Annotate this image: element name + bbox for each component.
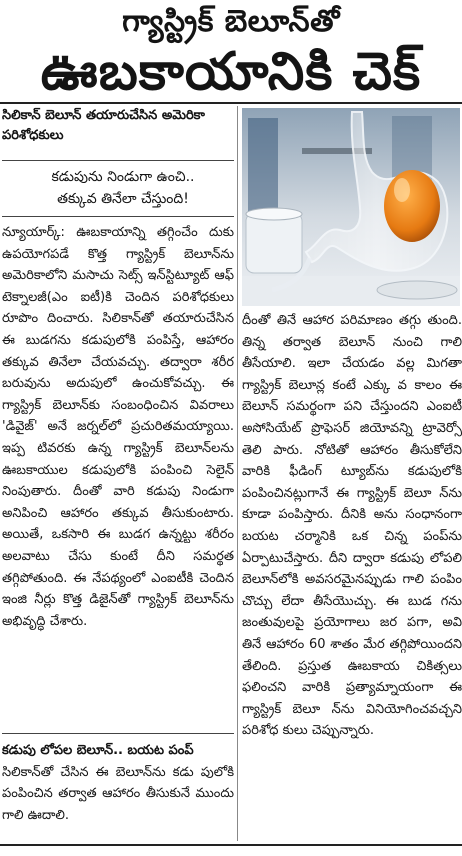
- section-2-text: సిలికాన్‌తో చేసిన ఈ బెలూన్‌ను కడు పులోకి పంపించిన తర్వాత ఆహారం తీసుకునే ముందు గాలి ఊదాలి.: [2, 764, 234, 823]
- section-2-heading: కడుపు లోపల బెలూన్‌.. బయట పంప్‌: [2, 743, 194, 758]
- column-separator: [237, 106, 238, 841]
- article-paragraph-right: దీంతో తినే ఆహార పరిమాణం తగ్గు తుంది. తిన్న తర్వాత బెలూన్‌ నుంచి గాలి తీసేయాలి. ఇలా చేయడం వల్ల మిగతా గ్యాస్ట్రిక్‌ బెలూన్ల కంటే ఎక్కు వ కాలం ఈ బెలూన్‌ సమర్థంగా పని చేస్తుందని ఎంఐటీ అసోసియేట్‌ ప్రొఫెసర్‌ జియోవన్ని ట్రావెర్సో తెలి పారు. నోటితో ఆహారం తీసుకోలేని వారికి ఫీడింగ్‌ ట్యూబ్‌ను కడుపులోకి పంపించినట్లుగానే ఈ గ్యాస్ట్రిక్‌ బెలూ న్‌ను కూడా పంపిస్తారు. దీనికి అను సంధానంగా బయట చర్మానికి ఒక చిన్న పంప్‌ను ఏర్పాటుచేస్తారు. దీని ద్వారా కడుపు లోపలి బెలూన్‌లోకి అవసరమైనప్పుడు గాలి పంపిం చొచ్చు లేదా తీసేయొచ్చు. ఈ బుడ గను జంతువులపై ప్రయోగాలు జర పగా, అవి తినే ఆహారం 60 శాతం మేర తగ్గిపోయిందని తేలింది. ప్రస్తుత ఊబకాయ చికిత్సలు ఫలించని వారికి ప్రత్యామ్నాయంగా ఈ గ్యాస్ట్రిక్‌ బెలూ న్‌ను వినియోగించవచ్చని పరిశోధ కులు చెప్పున్నారు.: [242, 313, 462, 739]
- bottom-rule: [0, 844, 462, 846]
- subheading-fullness-line2: తక్కువ తినేలా చేస్తుంది!: [57, 191, 189, 207]
- article-right-column: [242, 310, 462, 742]
- subhead-divider-2: [2, 216, 234, 217]
- article-paragraph-1: న్యూయార్క్‌: ఊబకాయాన్ని తగ్గించేం దుకు ఉపయోగపడే కొత్త గ్యాస్ట్రిక్‌ బెలూన్‌ను అమెరికాలోని మసాచు సెట్స్‌ ఇన్‌స్టిట్యూట్‌ ఆఫ్‌ టెక్నాలజీ(ఎం ఐటీ)కి చెందిన పరిశోధకులు రూపొం దించారు. సిలికాన్‌తో తయారుచేసిన ఈ బుడగను కడుపులోకి పంపిస్తే, ఆహారం తక్కువ తినేలా చేయవచ్చు. తద్వారా శరీర బరువును అదుపులో ఉంచుకోవచ్చు. ఈ గ్యాస్ట్రిక్‌ బెలూన్‌కు సంబంధించిన వివరాలు 'డివైజ్‌' అనే జర్నల్‌లో ప్రచురితమయ్యాయి. ఇప్ప టివరకు ఉన్న గ్యాస్ట్రిక్‌ బెలూన్‌లను ఊబకాయుల కడుపులోకి పంపించి సెలైన్‌ నింపుతారు. దీంతో వారి కడుపు నిండుగా అనిపించి ఆహారం తక్కువ తీసుకుంటారు. అయితే, ఒకసారి ఈ బుడగ ఉన్నట్టు శరీరం అలవాటు చేసు కుంటే దీని సమర్థత తగ్గిపోతుంది. ఈ నేపథ్యంలో ఎంఐటీకి చెందిన ఇంజి నీర్లు కొత్త డిజైన్‌తో గ్యాస్ట్రిక్‌ బెలూన్‌ను అభివృద్ధి చేశారు.: [2, 225, 234, 629]
- stomach-balloon-illustration: [242, 108, 460, 306]
- subheading-fullness-line1: కడుపును నిండుగా ఉంచి..: [51, 169, 195, 185]
- headline: ఊబకాయానికి చెక్‌: [40, 42, 422, 102]
- subheading-researchers: సిలికాన్‌ బెలూన్‌ తయారుచేసిన అమెరికా పరిశోధకులు: [2, 108, 205, 143]
- subheading-fullness: [12, 166, 234, 210]
- headline-rule: [0, 102, 462, 104]
- stomach-balloon-photo: [242, 108, 460, 306]
- article-left-column: [2, 222, 234, 632]
- section-divider: [2, 733, 234, 734]
- subhead-divider: [2, 160, 234, 161]
- kicker-title: గ్యాస్ట్రిక్‌ బెలూన్‌తో: [122, 4, 340, 39]
- article-section-2: [2, 740, 234, 826]
